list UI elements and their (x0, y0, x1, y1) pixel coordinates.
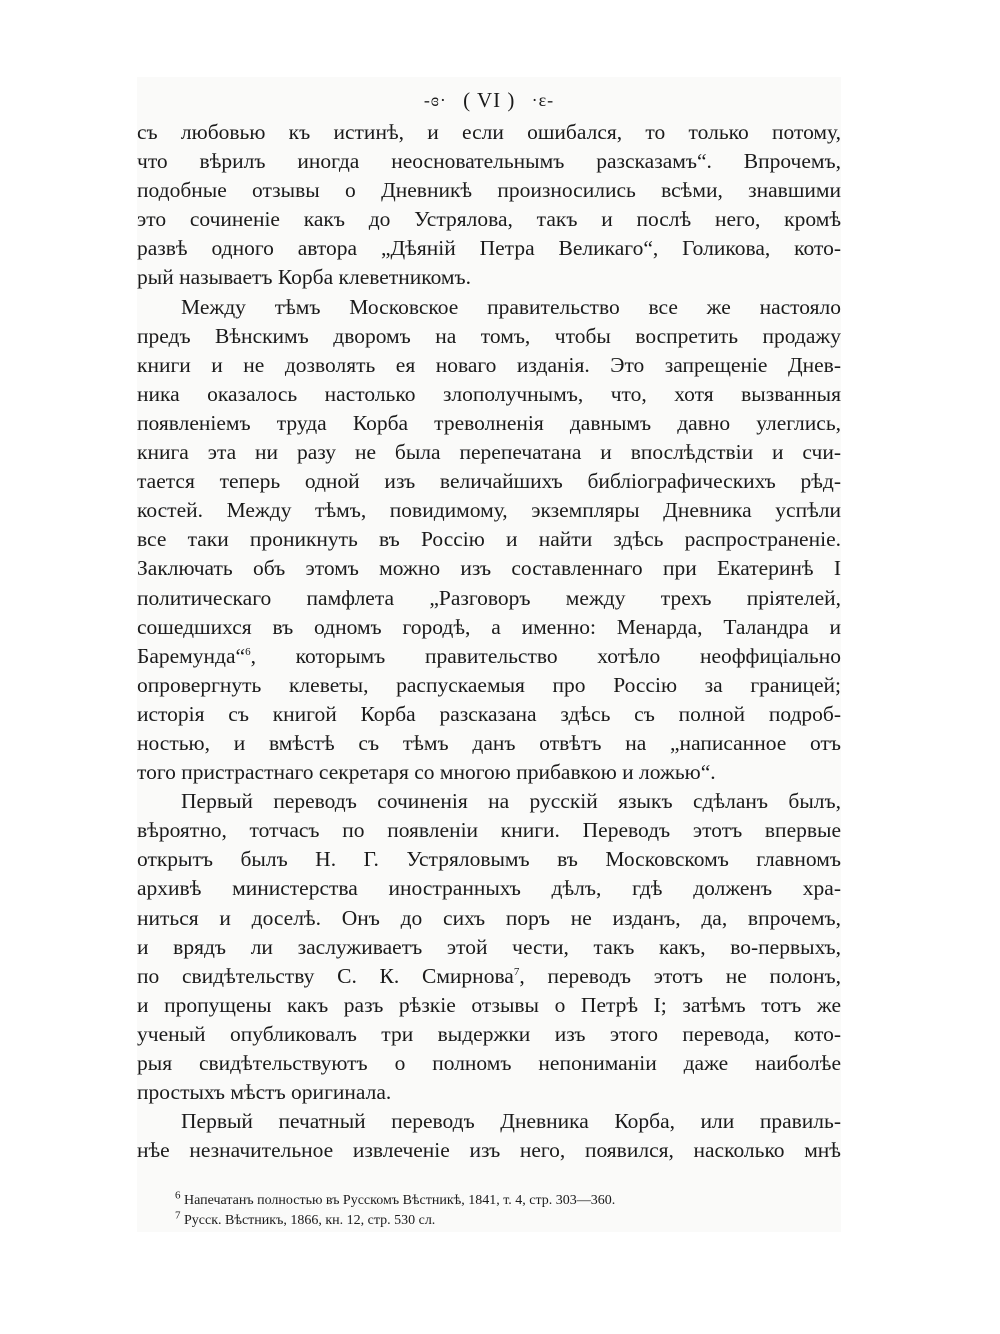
text-line-content: нѣе незначительное извлеченіе изъ него, появился, насколько мнѣ (137, 1138, 841, 1163)
text-line-continuation: , которымъ правительство хотѣло неоффиціально (250, 643, 841, 668)
text-line (137, 874, 841, 903)
text-line-content: по свидѣтельству С. К. Смирнова (137, 963, 514, 988)
text-line (137, 554, 841, 583)
page-header (137, 85, 841, 113)
text-line (137, 962, 841, 991)
text-line-content: и врядъ ли заслуживаетъ этой чести, такъ какъ, во-первыхъ, (137, 934, 841, 959)
page-number: ( VI ) (463, 88, 516, 113)
text-line-content: сошедшихся въ одномъ городѣ, а именно: Менарда, Таландра и (137, 614, 841, 639)
text-line-content: тается теперь одной изъ величайшихъ библіографическихъ рѣд- (137, 469, 841, 494)
text-line-content: книги и не дозволять ея новаго изданія. Это запрещеніе Днев- (137, 352, 841, 377)
footnote-reference: 7 (513, 965, 520, 978)
text-line-content: предъ Вѣнскимъ дворомъ на томъ, чтобы воспретить продажу (137, 323, 841, 348)
text-line-content: простыхъ мѣстъ оригинала. (137, 1080, 392, 1105)
text-line-content: Между тѣмъ Московское правительство все же настояло (181, 294, 841, 319)
footnote (175, 1191, 815, 1211)
text-line-content: исторія съ книгой Корба разсказана здѣсь съ полной подроб- (137, 701, 841, 726)
text-line-content: архивѣ министерства иностранныхъ дѣлъ, гдѣ долженъ хра- (137, 876, 841, 901)
text-line-content: это сочиненіе какъ до Устрялова, такъ и послѣ него, кромѣ (137, 207, 841, 232)
text-line (137, 293, 841, 322)
text-line-content: что вѣрилъ иногда неосновательнымъ разсказамъ“. Впрочемъ, (137, 149, 841, 174)
text-line-content: книга эта ни разу не была перепечатана и впослѣдствіи и счи- (137, 440, 841, 465)
text-line-content: того пристрастнаго секретаря со многою прибавкою и ложью“. (137, 760, 716, 785)
text-line-content: съ любовью къ истинѣ, и если ошибался, то только потому, (137, 120, 841, 144)
text-line-content: вѣроятно, тотчасъ по появленіи книги. Переводъ этотъ впервые (137, 818, 841, 843)
text-line (137, 205, 841, 234)
text-line (137, 409, 841, 438)
text-line-content: ника оказалось настолько злополучнымъ, что, хотя вызванныя (137, 381, 841, 406)
text-line (137, 176, 841, 205)
text-line-content: Первый печатный переводъ Дневника Корба, или правиль- (181, 1109, 841, 1134)
text-line (137, 904, 841, 933)
text-line (137, 845, 841, 874)
left-ornament: -ɞ· (423, 90, 447, 111)
text-line (137, 816, 841, 845)
text-line (137, 642, 841, 671)
text-line (137, 933, 841, 962)
text-line (137, 700, 841, 729)
text-line (137, 147, 841, 176)
text-line-content: открытъ былъ Н. Г. Устряловымъ въ Московскомъ главномъ (137, 847, 841, 872)
text-line (137, 758, 841, 787)
text-line-content: политическаго памфлета „Разговоръ между трехъ пріятелей, (137, 585, 841, 610)
text-line (137, 729, 841, 758)
text-line (137, 380, 841, 409)
footnote (175, 1211, 815, 1231)
footnote-text: Напечатанъ полностью въ Русскомъ Вѣстникѣ, 1841, т. 4, стр. 303—360. (184, 1193, 616, 1208)
page-sheet (137, 77, 841, 1232)
text-line (137, 1107, 841, 1136)
text-line-content: ученый опубликовалъ три выдержки изъ этого перевода, кото- (137, 1021, 841, 1046)
text-line-content: рыя свидѣтельствуютъ о полномъ непониманіи даже наиболѣе (137, 1051, 841, 1075)
text-line (137, 438, 841, 467)
text-line (137, 613, 841, 642)
text-line-content: рый называетъ Корба клеветникомъ. (137, 265, 472, 290)
text-line-content: подобные отзывы о Дневникѣ произносились всѣми, знавшими (137, 178, 841, 203)
text-line (137, 1078, 841, 1107)
text-line (137, 1049, 841, 1078)
text-line-content: костей. Между тѣмъ, повидимому, экземпляры Дневника успѣли (137, 498, 841, 523)
footnotes (175, 1191, 815, 1231)
text-line (137, 322, 841, 351)
text-line (137, 234, 841, 263)
right-ornament: ·ɛ- (531, 90, 555, 111)
text-line-content: ниться и доселѣ. Онъ до сихъ поръ не изданъ, да, впрочемъ, (137, 905, 841, 930)
text-line-content: Заключать объ этомъ можно изъ составленнаго при Екатеринѣ I (137, 556, 841, 581)
text-line-content: все таки проникнуть въ Россію и найти здѣсь распространеніе. (137, 527, 841, 552)
text-line (137, 1020, 841, 1049)
text-line-content: Баремунда“ (137, 643, 246, 668)
text-line (137, 118, 841, 147)
text-line (137, 991, 841, 1020)
text-line (137, 584, 841, 613)
text-line (137, 496, 841, 525)
text-line-continuation: , переводъ этотъ не полонъ, (519, 963, 841, 988)
footnote-text: Русск. Вѣстникъ, 1866, кн. 12, стр. 530 сл. (184, 1213, 436, 1228)
text-line-content: развѣ одного автора „Дѣяній Петра Великаго“, Голикова, кото- (137, 236, 841, 261)
text-line-content: ностью, и вмѣстѣ съ тѣмъ данъ отвѣтъ на „написанное отъ (137, 730, 841, 755)
text-line (137, 787, 841, 816)
text-line (137, 467, 841, 496)
footnote-mark: 6 (175, 1189, 181, 1202)
footnote-reference: 6 (245, 645, 251, 658)
text-line (137, 263, 841, 292)
body-text (137, 118, 841, 1165)
text-line (137, 525, 841, 554)
text-line (137, 671, 841, 700)
text-line (137, 351, 841, 380)
footnote-mark: 7 (175, 1209, 181, 1222)
text-line-content: появленіемъ труда Корба треволненія давнымъ давно улеглись, (137, 410, 841, 435)
text-line-content: Первый переводъ сочиненія на русскій языкъ сдѣланъ былъ, (181, 789, 841, 814)
text-line-content: опровергнуть клеветы, распускаемыя про Россію за границей; (137, 672, 841, 697)
text-line (137, 1136, 841, 1165)
text-line-content: и пропущены какъ разъ рѣзкіе отзывы о Петрѣ I; затѣмъ тотъ же (137, 992, 841, 1017)
